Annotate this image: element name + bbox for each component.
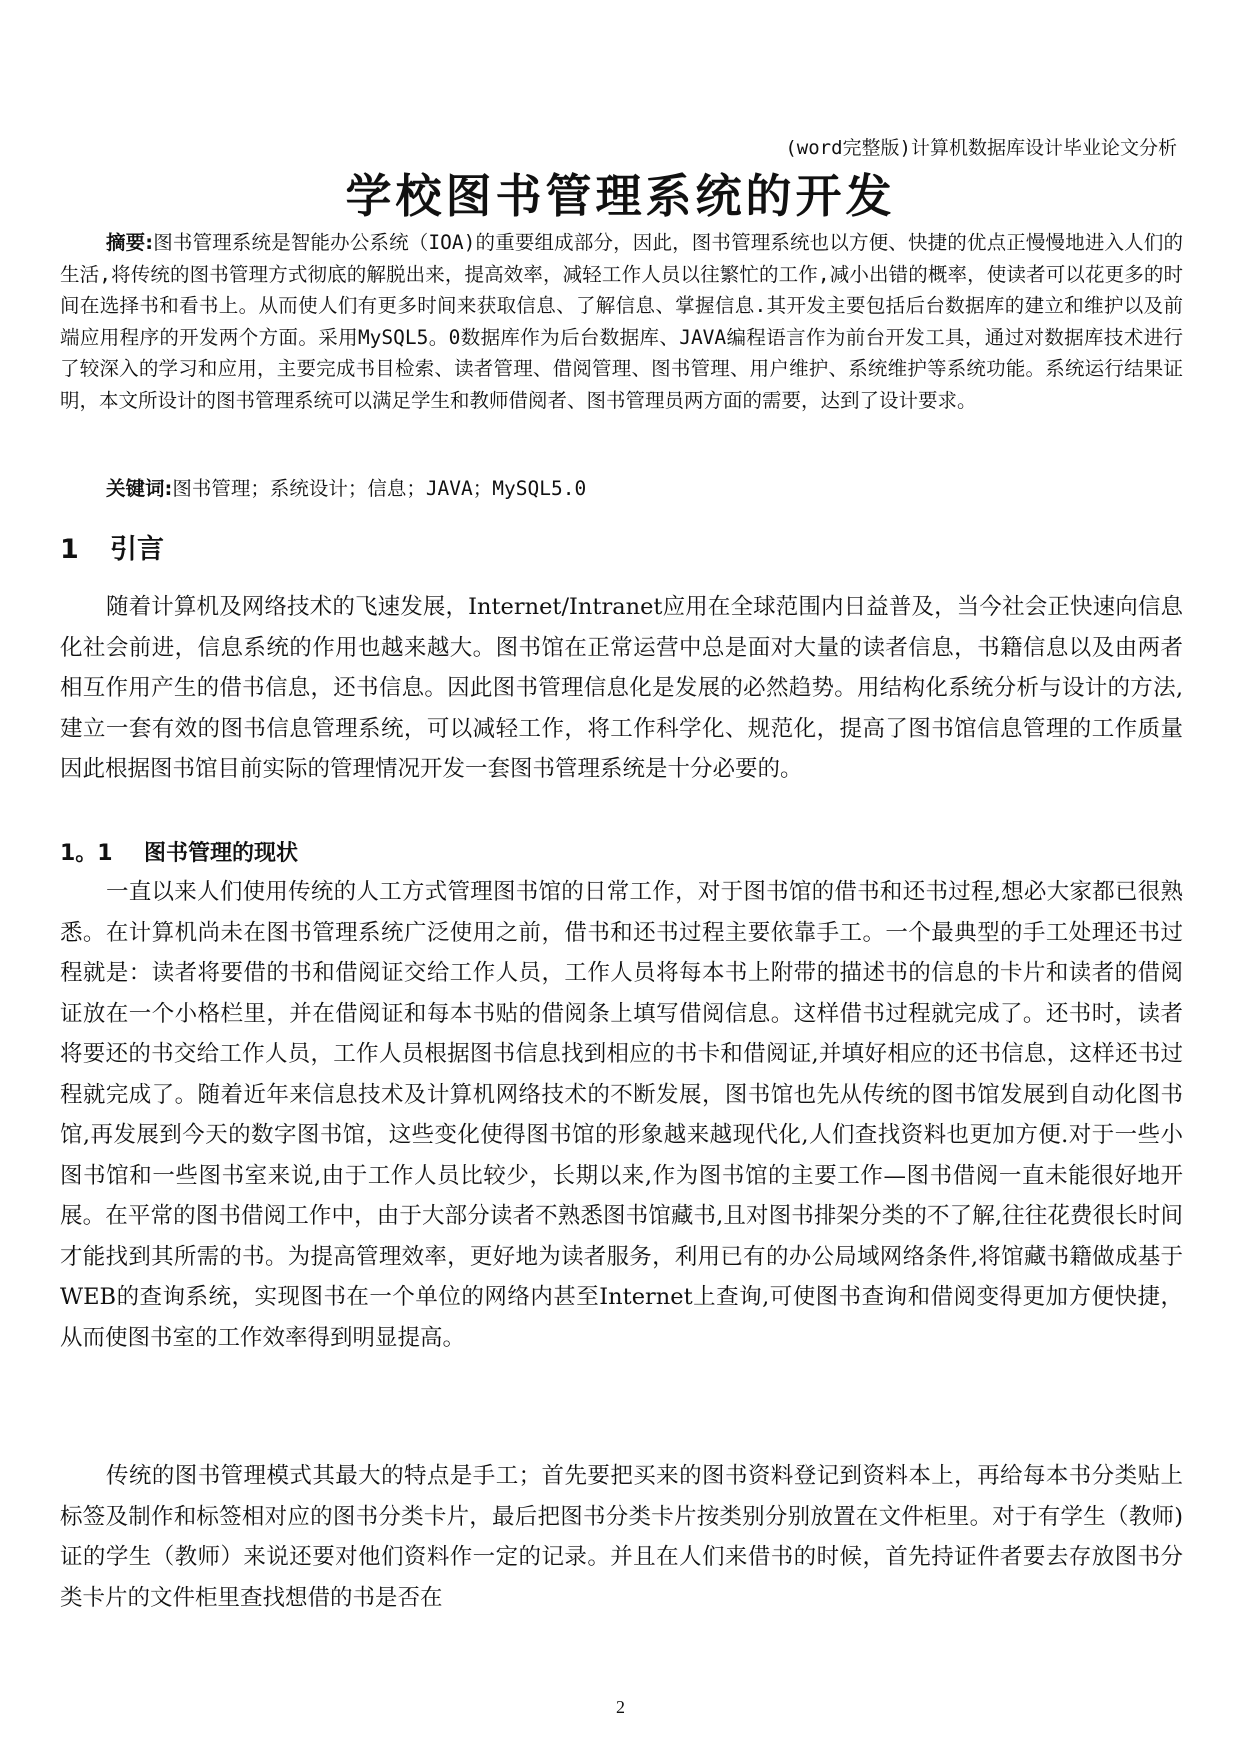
section-title: 引言 xyxy=(110,534,164,565)
subsection-title: 图书管理的现状 xyxy=(144,841,299,866)
intro-paragraph: 随着计算机及网络技术的飞速发展，Internet/Intranet应用在全球范围内日益普及，当今社会正快速向信息化社会前进，信息系统的作用也越来越大。图书馆在正常运营中总是面对大量的读者信息，书籍信息以及由两者相互作用产生的借书信息，还书信息。因此图书管理信息化是发展的必然趋势。用结构化系统分析与设计的方法,建立一套有效的图书信息管理系统，可以减轻工作，将工作科学化、规范化，提高了图书馆信息管理的工作质量因此根据图书馆目前实际的管理情况开发一套图书管理系统是十分必要的。 xyxy=(60,594,1183,782)
abstract-text: 图书管理系统是智能办公系统（IOA)的重要组成部分，因此，图书管理系统也以方便、快捷的优点正慢慢地进入人们的生活,将传统的图书管理方式彻底的解脱出来，提高效率，减轻工作人员以往繁忙的工作,减小出错的概率，使读者可以花更多的时间在选择书和看书上。从而使人们有更多时间来获取信息、了解信息、掌握信息.其开发主要包括后台数据库的建立和维护以及前端应用程序的开发两个方面。采用MySQL5。0数据库作为后台数据库、JAVA编程语言作为前台开发工具，通过对数据库技术进行了较深入的学习和应用，主要完成书目检索、读者管理、借阅管理、图书管理、用户维护、系统维护等系统功能。系统运行结果证明，本文所设计的图书管理系统可以满足学生和教师借阅者、图书管理员两方面的需要，达到了设计要求。 xyxy=(60,231,1183,412)
abstract xyxy=(60,227,1183,416)
subsection-heading-status xyxy=(60,836,298,867)
keywords-label: 关键词: xyxy=(106,477,173,500)
keywords xyxy=(106,473,586,501)
subsection-number: 1。1 xyxy=(60,841,113,866)
status-paragraph-2: 传统的图书管理模式其最大的特点是手工；首先要把买来的图书资料登记到资料本上，再给每本书分类贴上标签及制作和标签相对应的图书分类卡片，最后把图书分类卡片按类别分别放置在文件柜里。对于有学生（教师)证的学生（教师）来说还要对他们资料作一定的记录。并且在人们来借书的时候，首先持证件者要去存放图书分类卡片的文件柜里查找想借的书是否在 xyxy=(60,1463,1183,1611)
abstract-label: 摘要: xyxy=(106,231,154,254)
page-number: 2 xyxy=(616,1697,625,1717)
section-number: 1 xyxy=(60,534,79,565)
section-heading-introduction xyxy=(60,527,164,566)
running-header: (word完整版)计算机数据库设计毕业论文分析 xyxy=(785,137,1177,159)
keywords-text: 图书管理；系统设计；信息；JAVA；MySQL5.0 xyxy=(172,477,587,500)
paper-title: 学校图书管理系统的开发 xyxy=(345,169,896,223)
status-paragraph-1: 一直以来人们使用传统的人工方式管理图书馆的日常工作，对于图书馆的借书和还书过程,想必大家都已很熟悉。在计算机尚未在图书管理系统广泛使用之前，借书和还书过程主要依靠手工。一个最典型的手工处理还书过程就是：读者将要借的书和借阅证交给工作人员，工作人员将每本书上附带的描述书的信息的卡片和读者的借阅证放在一个小格栏里，并在借阅证和每本书贴的借阅条上填写借阅信息。这样借书过程就完成了。还书时，读者将要还的书交给工作人员，工作人员根据图书信息找到相应的书卡和借阅证,并填好相应的还书信息，这样还书过程就完成了。随着近年来信息技术及计算机网络技术的不断发展，图书馆也先从传统的图书馆发展到自动化图书馆,再发展到今天的数字图书馆，这些变化使得图书馆的形象越来越现代化,人们查找资料也更加方便.对于一些小图书馆和一些图书室来说,由于工作人员比较少，长期以来,作为图书馆的主要工作—图书借阅一直未能很好地开展。在平常的图书借阅工作中，由于大部分读者不熟悉图书馆藏书,且对图书排架分类的不了解,往往花费很长时间才能找到其所需的书。为提高管理效率，更好地为读者服务，利用已有的办公局域网络条件,将馆藏书籍做成基于WEB的查询系统，实现图书在一个单位的网络内甚至Internet上查询,可使图书查询和借阅变得更加方便快捷，从而使图书室的工作效率得到明显提高。 xyxy=(60,879,1183,1351)
